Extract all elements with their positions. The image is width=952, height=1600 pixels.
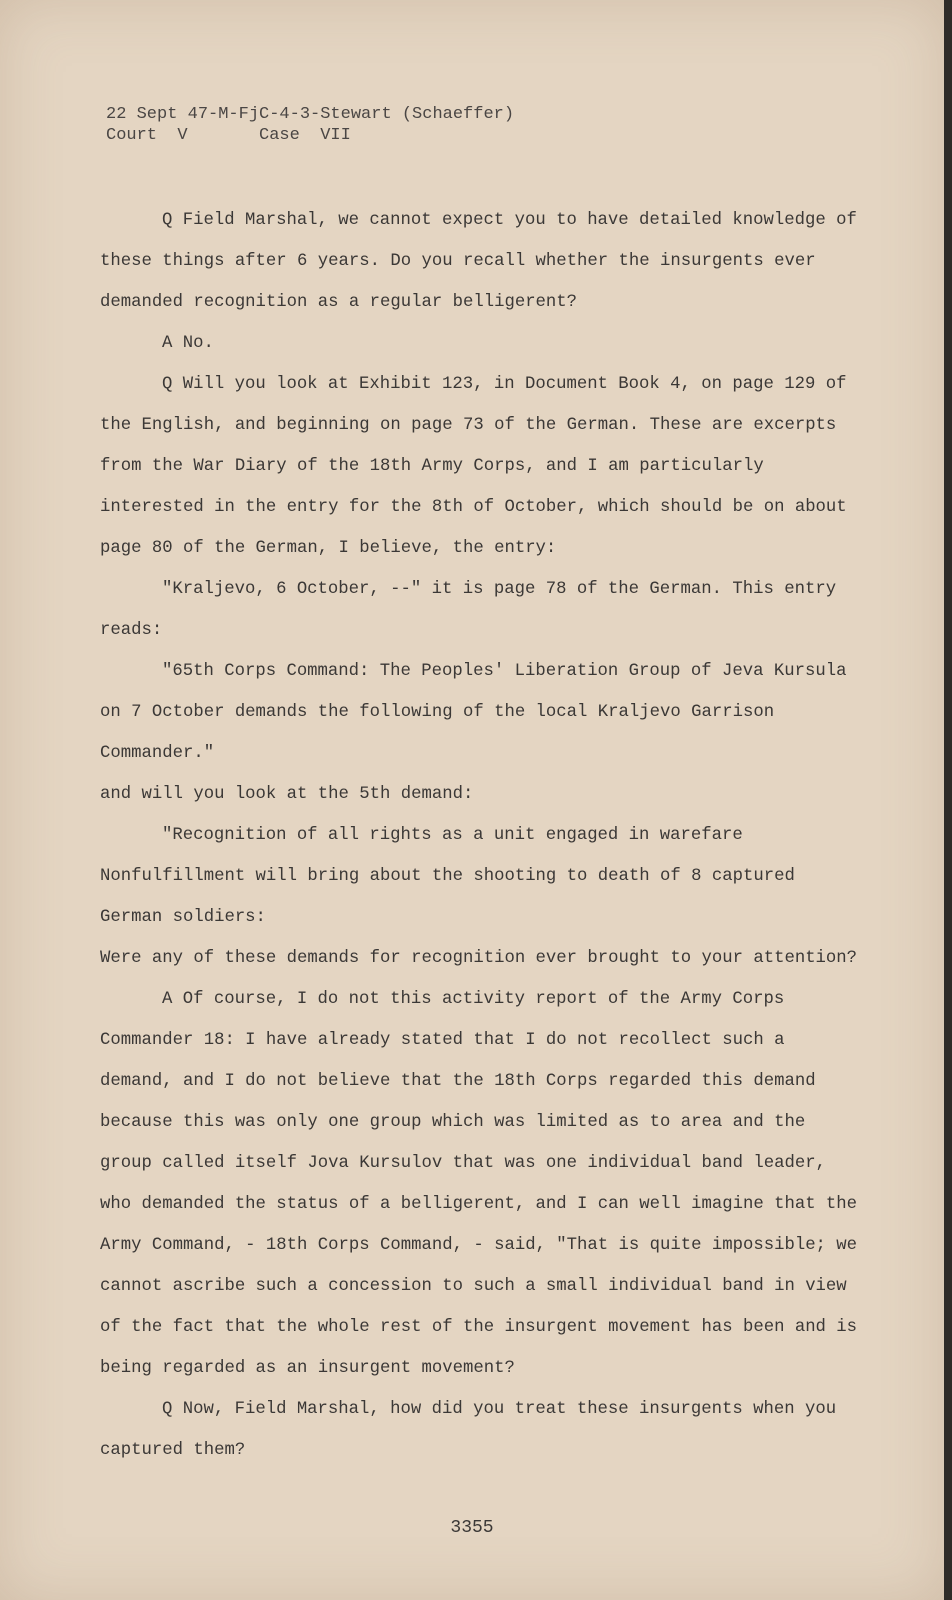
page-number: 3355 [450, 1518, 494, 1538]
header-line-1: 22 Sept 47-M-FjC-4-3-Stewart (Schaeffer) [106, 105, 515, 124]
paragraph-question-2: Q Will you look at Exhibit 123, in Document Book 4, on page 129 of the English, and beginning on page 73 of the German. These are excerpts from the War Diary of the 18th Army Corps, and I am particularly interested in the entry for the 8th of October, which should be on about page 80 of the German, I believe, the entry: [100, 375, 847, 558]
paragraph-quote-1: "Kraljevo, 6 October, --" it is page 78 of the German. This entry reads: [100, 580, 837, 640]
header-line-2: Court V Case VII [106, 126, 351, 145]
paragraph-answer-1: A No. [162, 334, 214, 353]
paragraph-quote-2: "65th Corps Command: The Peoples' Liberation Group of Jeva Kursula on 7 October demands the following of the local Kraljevo Garrison Commander." [100, 662, 847, 763]
paragraph-continuation-1: and will you look at the 5th demand: [100, 785, 474, 804]
scan-edge [944, 0, 952, 1600]
transcript-body [100, 200, 860, 1471]
document-header [106, 104, 514, 146]
paragraph-quote-3: "Recognition of all rights as a unit engaged in warefare Nonfulfillment will bring about the shooting to death of 8 captured German soldiers: [100, 826, 795, 927]
paragraph-question-3: Q Now, Field Marshal, how did you treat these insurgents when you captured them? [100, 1400, 837, 1460]
paragraph-question-1: Q Field Marshal, we cannot expect you to have detailed knowledge of these things after 6 years. Do you recall whether the insurgents ever demanded recognition as a regular belligerent? [100, 211, 857, 312]
paragraph-continuation-2: Were any of these demands for recognition ever brought to your attention? [100, 949, 858, 968]
paragraph-answer-2: A Of course, I do not this activity report of the Army Corps Commander 18: I have already stated that I do not recollect such a demand, and I do not believe that the 18th Corps regarded this demand because this was only one group which was limited as to area and the group called itself Jova Kursulov that was one individual band leader, who demanded the status of a belligerent, and I can well imagine that the Army Command, - 18th Corps Command, - said, "That is quite impossible; we cannot ascribe such a concession to such a small individual band in view of the fact that the whole rest of the insurgent movement has been and is being regarded as an insurgent movement? [100, 990, 858, 1378]
